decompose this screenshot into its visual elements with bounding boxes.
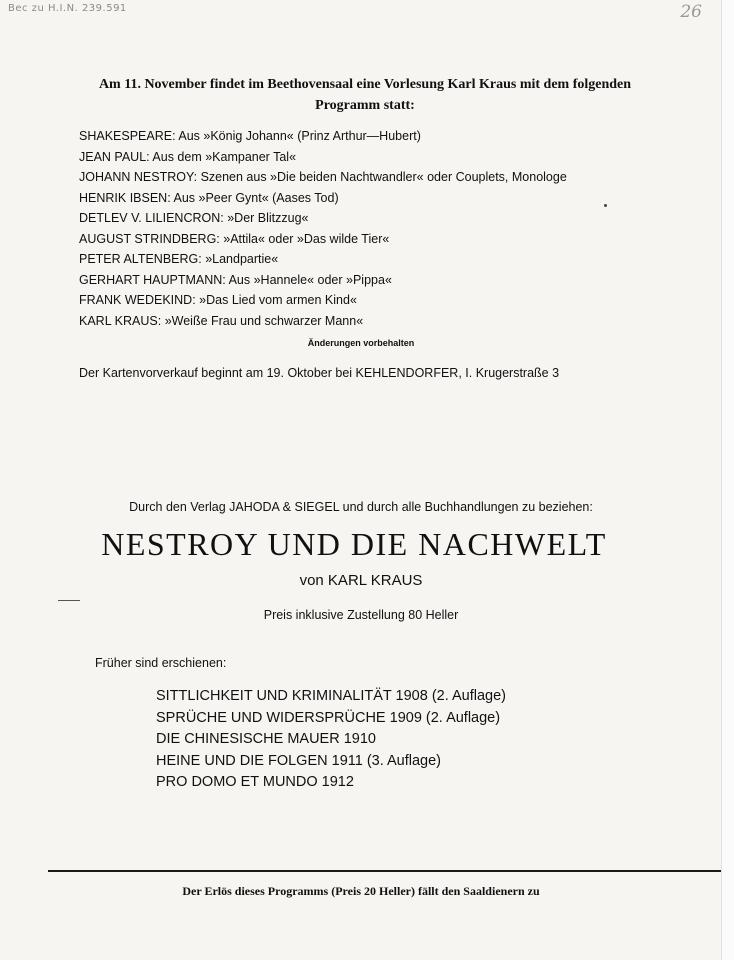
program-item (79, 167, 679, 188)
program-item (79, 311, 679, 332)
margin-dash (58, 600, 80, 601)
program-work: Aus »Peer Gynt« (Aases Tod) (173, 190, 339, 205)
earlier-work-item: HEINE UND DIE FOLGEN 1911 (3. Auflage) (156, 752, 442, 769)
program-work: Aus »Hannele« oder »Pippa« (228, 272, 392, 287)
program-item (79, 290, 679, 311)
program-work: »Weiße Frau und schwarzer Mann« (164, 313, 364, 328)
announcement-line-2: Programm statt: (315, 98, 415, 113)
earlier-work-item: SITTLICHKEIT UND KRIMINALITÄT 1908 (2. Auflage) (156, 688, 506, 704)
program-work: Szenen aus »Die beiden Nachtwandler« oder Couplets, Monologe (200, 170, 567, 184)
program-author: KARL KRAUS: (79, 313, 162, 328)
program-author: GERHART HAUPTMANN: (79, 272, 226, 287)
book-price: Preis inklusive Zustellung 80 Heller (263, 608, 459, 622)
publisher-line: Durch den Verlag JAHODA & SIEGEL und durch alle Buchhandlungen zu beziehen: (129, 500, 593, 514)
program-author: SHAKESPEARE: (79, 129, 176, 143)
program-author: HENRIK IBSEN: (79, 190, 171, 205)
footer-note: Der Erlös dieses Programms (Preis 20 Heller) fällt den Saaldienern zu (182, 884, 540, 898)
handwritten-page-number: 26 (680, 2, 702, 22)
announcement-line-1: Am 11. November findet im Beethovensaal eine Vorlesung Karl Kraus mit dem folgenden (98, 77, 632, 92)
handwritten-archive-reference: Bec zu H.I.N. 239.591 (8, 3, 127, 14)
footer-divider (48, 870, 722, 872)
program-item (79, 229, 679, 250)
changes-reserved-note: Änderungen vorbehalten (307, 338, 415, 348)
book-title: NESTROY UND DIE NACHWELT (101, 526, 607, 562)
program-work: »Attila« oder »Das wilde Tier« (223, 231, 390, 246)
program-work: Aus »König Johann« (Prinz Arthur—Hubert) (178, 129, 421, 143)
program-author: AUGUST STRINDBERG: (79, 231, 220, 246)
program-author: JEAN PAUL: (79, 149, 150, 164)
announcement (40, 74, 690, 116)
reading-program-list (79, 126, 679, 331)
program-item (79, 249, 679, 270)
ticket-presale-info: Der Kartenvorverkauf beginnt am 19. Oktober bei KEHLENDORFER, I. Krugerstraße 3 (79, 366, 560, 380)
earlier-work-item: DIE CHINESISCHE MAUER 1910 (156, 731, 376, 747)
program-work: »Landpartie« (205, 252, 279, 266)
program-item (79, 126, 679, 147)
program-work: »Der Blitzzug« (227, 211, 309, 225)
program-item (79, 188, 679, 209)
program-item (79, 147, 679, 168)
earlier-work-item: SPRÜCHE UND WIDERSPRÜCHE 1909 (2. Auflage) (156, 709, 501, 726)
earlier-work-item: PRO DOMO ET MUNDO 1912 (156, 774, 354, 790)
paper-edge (721, 0, 734, 960)
program-author: JOHANN NESTROY: (79, 170, 198, 184)
program-work: »Das Lied vom armen Kind« (199, 293, 357, 307)
program-author: FRANK WEDEKIND: (79, 293, 196, 307)
program-author: PETER ALTENBERG: (79, 252, 202, 266)
earlier-works-list (156, 686, 636, 794)
program-work: Aus dem »Kampaner Tal« (152, 149, 297, 164)
program-item (79, 270, 679, 291)
program-author: DETLEV V. LILIENCRON: (79, 211, 224, 225)
earlier-works-label: Früher sind erschienen: (95, 656, 227, 670)
stray-mark (604, 204, 607, 207)
program-item (79, 208, 679, 229)
book-author: von KARL KRAUS (299, 572, 423, 589)
